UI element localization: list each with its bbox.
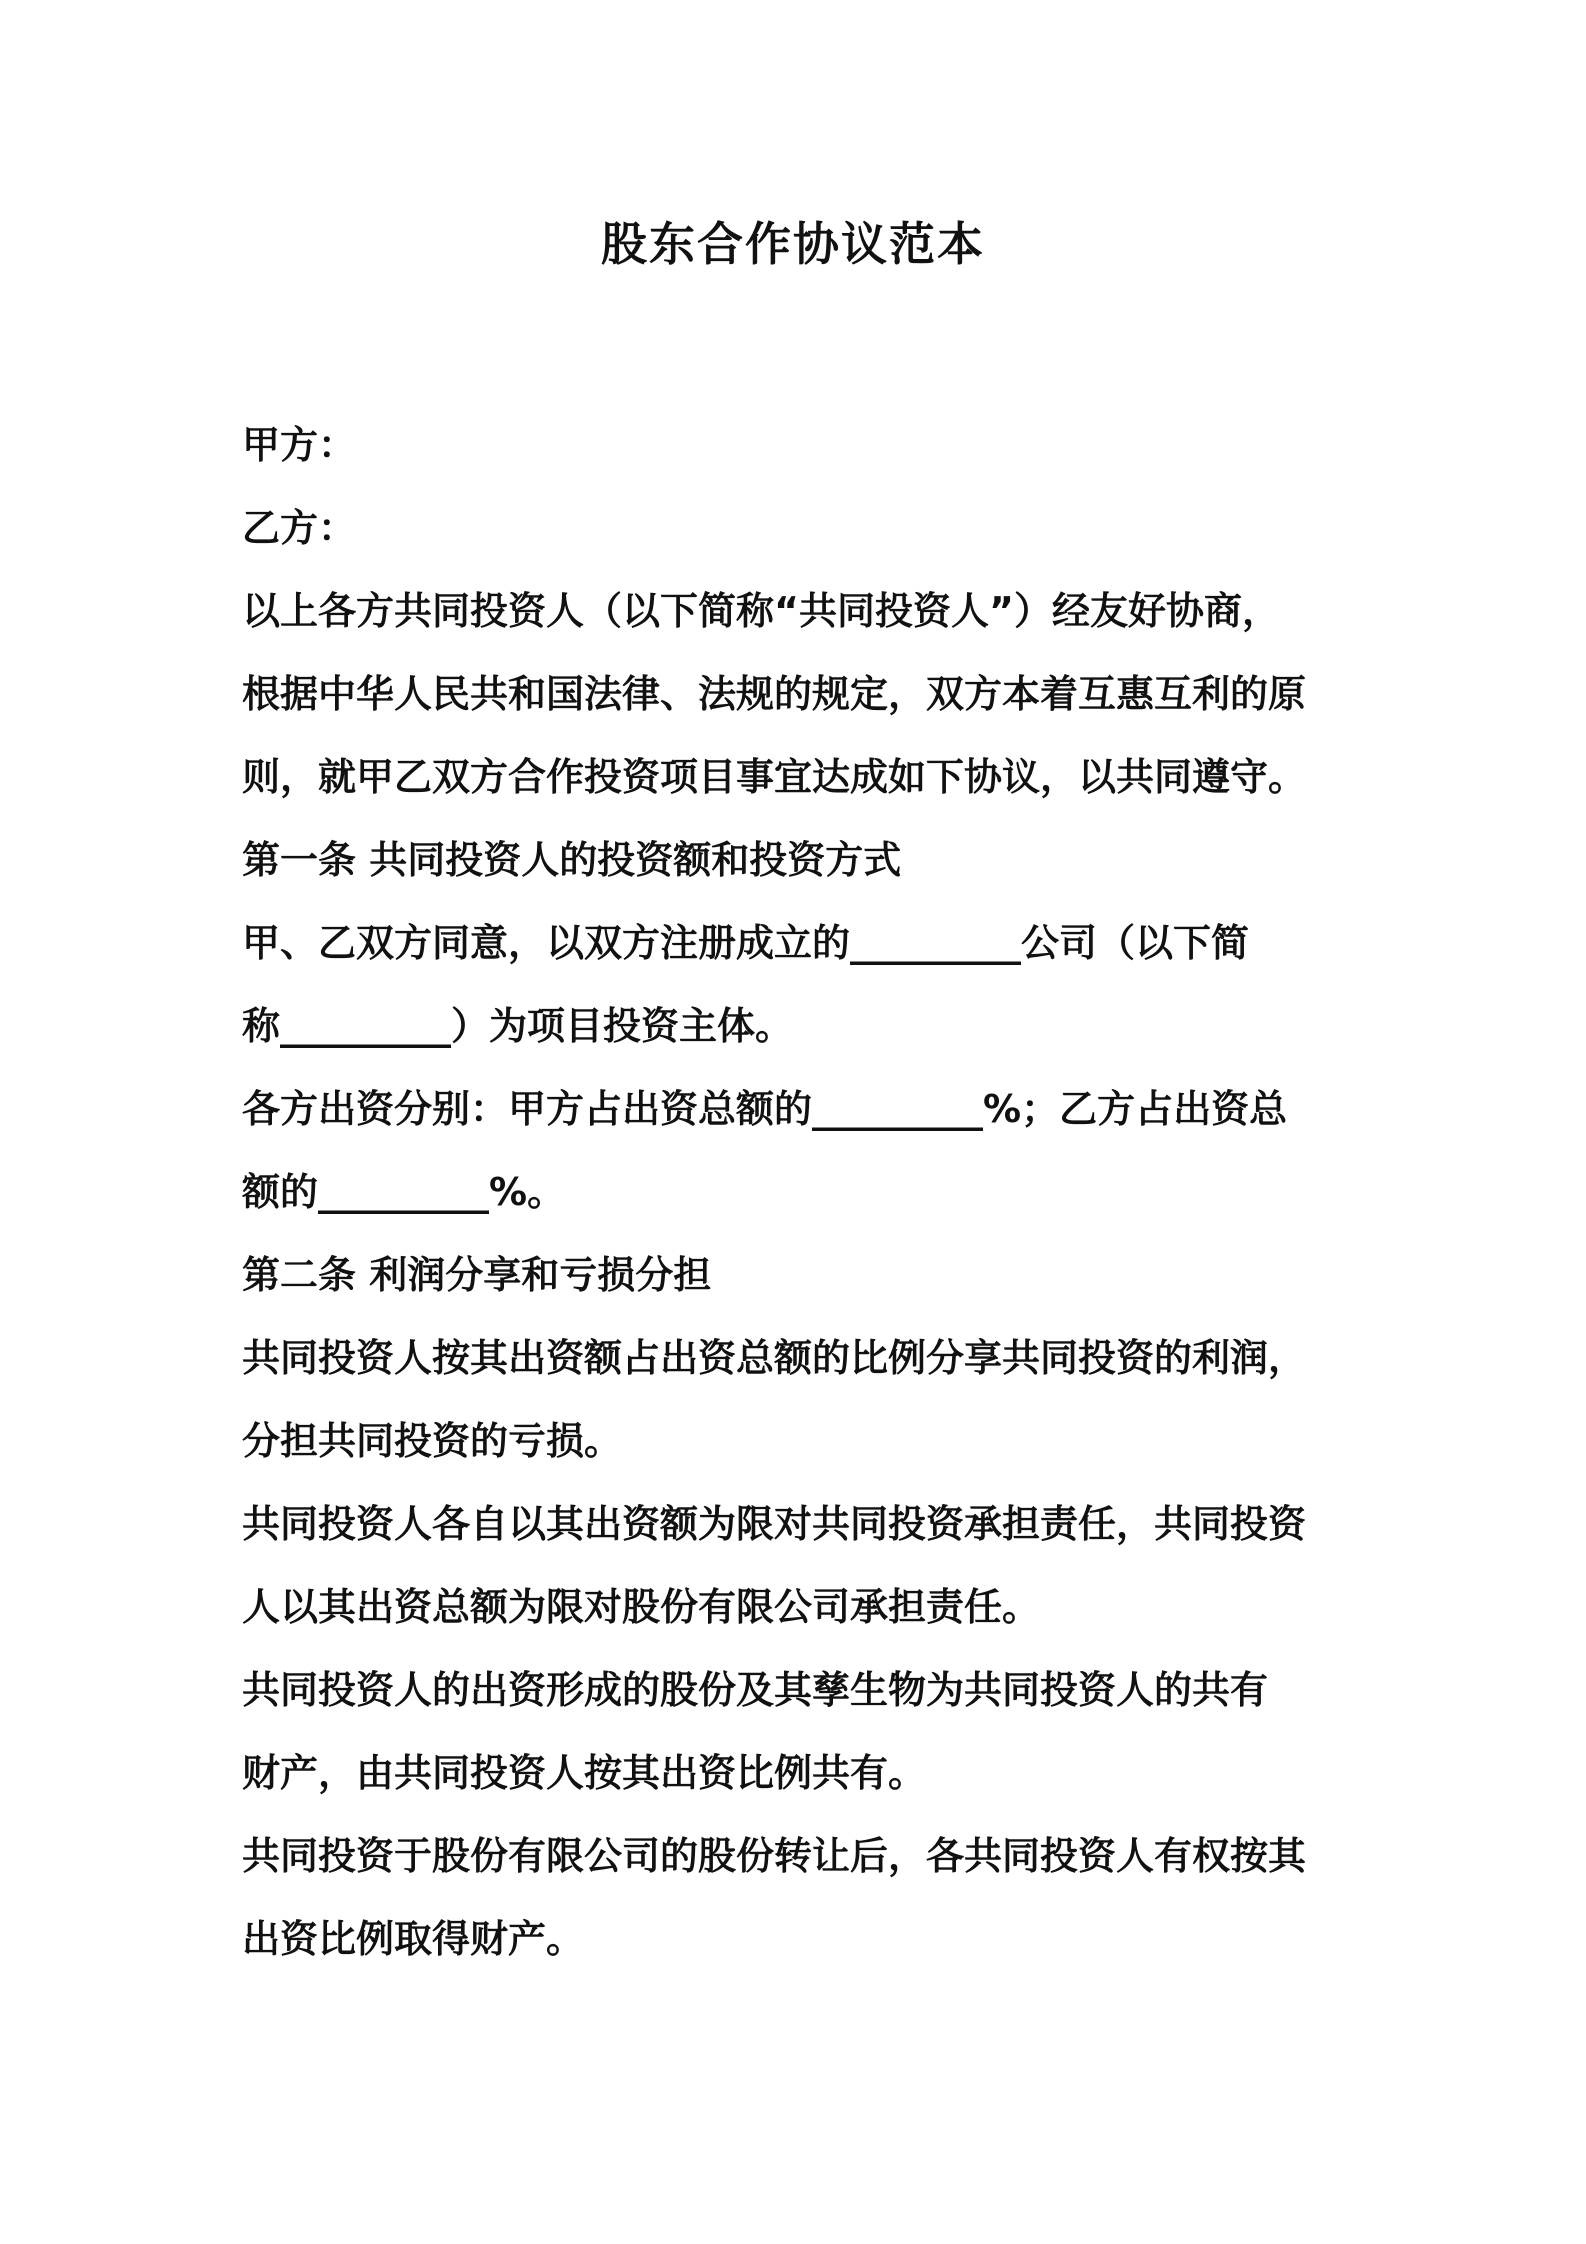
article-2-para-1-line-1: 共同投资人按其出资额占出资总额的比例分享共同投资的利润， [242,1336,1307,1380]
document-title: 股东合作协议范本 [601,217,985,271]
preamble-line-3: 则，就甲乙双方合作投资项目事宜达成如下协议，以共同遵守。 [242,755,1307,799]
article-2-para-3-line-1: 共同投资人的出资形成的股份及其孳生物为共同投资人的共有 [242,1668,1269,1712]
party-a-line: 甲方： [242,423,357,467]
article-1-heading: 第一条 共同投资人的投资额和投资方式 [242,838,902,882]
article-2-para-4-line-2: 出资比例取得财产。 [242,1917,585,1961]
article-1-para-1-line-2: 称_________）为项目投资主体。 [242,1004,794,1048]
article-2-para-1-line-2: 分担共同投资的亏损。 [242,1419,623,1463]
article-2-heading: 第二条 利润分享和亏损分担 [242,1253,712,1297]
party-b-line: 乙方： [242,506,357,550]
article-2-para-4-line-1: 共同投资于股份有限公司的股份转让后，各共同投资人有权按其 [242,1834,1307,1878]
article-1-para-1-line-1: 甲、乙双方同意，以双方注册成立的_________公司（以下简 [242,921,1250,965]
article-2-para-2-line-1: 共同投资人各自以其出资额为限对共同投资承担责任，共同投资 [242,1502,1307,1546]
document-body [242,404,1352,1981]
preamble-line-2: 根据中华人民共和国法律、法规的规定，双方本着互惠互利的原 [242,672,1307,716]
article-1-para-2-line-2: 额的_________%。 [242,1170,566,1214]
article-2-para-2-line-2: 人以其出资总额为限对股份有限公司承担责任。 [242,1585,1041,1629]
article-2-para-3-line-2: 财产，由共同投资人按其出资比例共有。 [242,1751,927,1795]
preamble-line-1: 以上各方共同投资人（以下简称“共同投资人”）经友好协商， [242,589,1280,633]
article-1-para-2-line-1: 各方出资分别：甲方占出资总额的_________%；乙方占出资总 [242,1087,1288,1131]
